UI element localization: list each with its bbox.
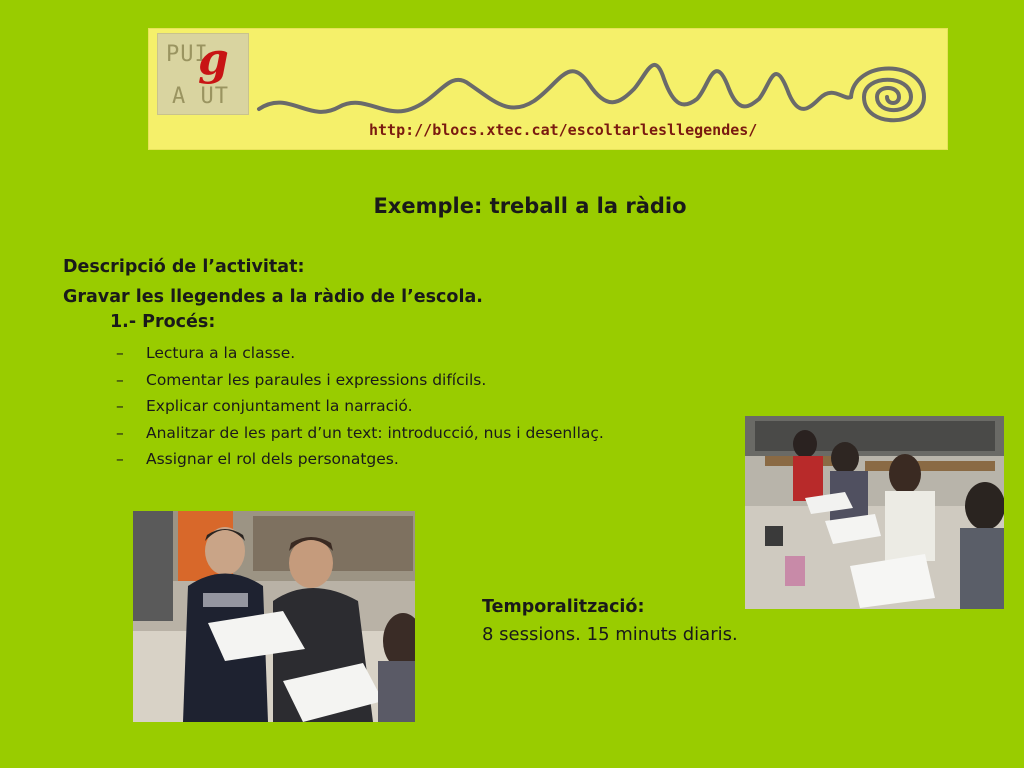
slide-title: Exemple: treball a la ràdio <box>373 194 687 218</box>
list-item: – Assignar el rol dels personatges. <box>116 450 399 468</box>
list-item: – Explicar conjuntament la narració. <box>116 397 413 415</box>
description-label: Descripció de l’activitat: <box>63 257 305 277</box>
description-text: Gravar les llegendes a la ràdio de l’escola. <box>63 287 483 307</box>
step-text: Assignar el rol dels personatges. <box>146 450 399 468</box>
list-item: – Analitzar de les part d’un text: introducció, nus i desenllaç. <box>116 423 604 442</box>
logo-text-bottom: A UT <box>172 84 229 109</box>
list-item: – Comentar les paraules i expressions difícils. <box>116 370 487 389</box>
activity-description <box>63 252 483 312</box>
process-title: 1.- Procés: <box>110 312 216 332</box>
step-text: Analitzar de les part d’un text: introducció, nus i desenllaç. <box>146 423 604 442</box>
header-banner <box>148 28 948 150</box>
step-text: Lectura a la classe. <box>146 344 296 362</box>
step-text: Explicar conjuntament la narració. <box>146 397 413 415</box>
timing-value: 8 sessions. 15 minuts diaris. <box>482 624 738 645</box>
logo-text-top: PUI <box>166 42 209 67</box>
photo-boys-reading <box>133 511 415 722</box>
logo-accent-letter: g <box>198 34 229 85</box>
timing-label: Temporalització: <box>482 597 645 617</box>
process-steps-list <box>116 340 604 473</box>
blog-url[interactable]: http://blocs.xtec.cat/escoltarlesllegendes/ <box>369 121 758 139</box>
step-text: Comentar les paraules i expressions difícils. <box>146 370 487 389</box>
photo-classroom-reading <box>745 416 1004 609</box>
list-item: – Lectura a la classe. <box>116 344 296 362</box>
